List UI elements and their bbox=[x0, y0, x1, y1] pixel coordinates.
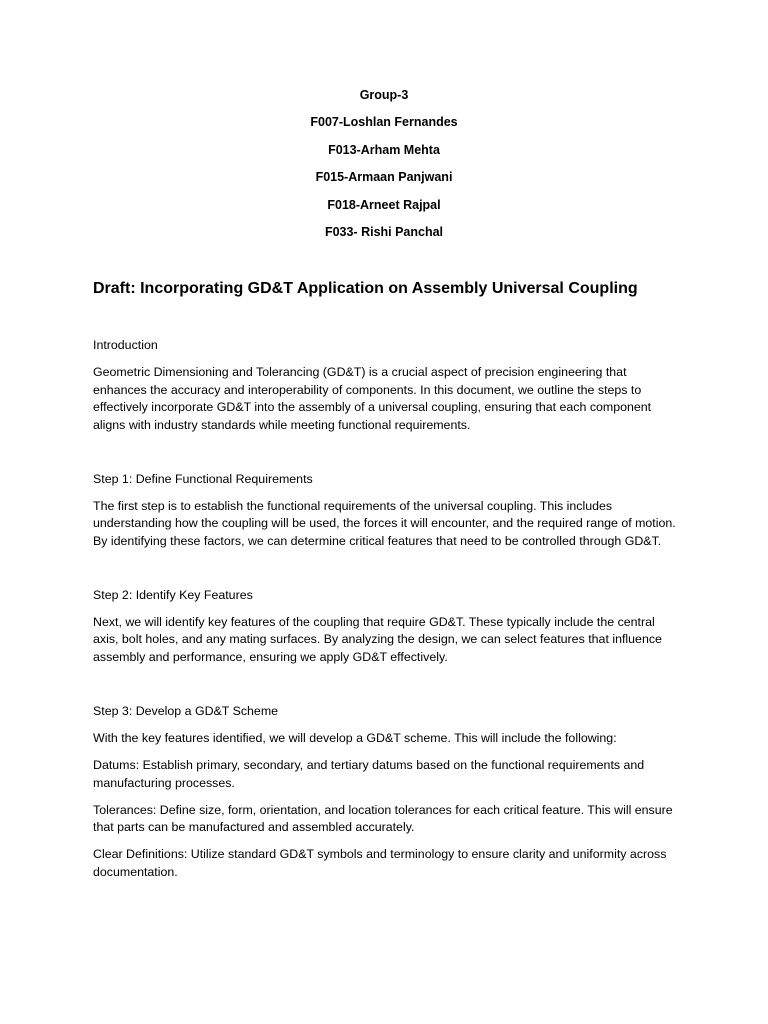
member-name: F033- Rishi Panchal bbox=[324, 224, 444, 239]
paragraph-introduction: Geometric Dimensioning and Tolerancing (GD&T) is a crucial aspect of precision engineering that enhances the accuracy and interoperability of components. In this document, we outline the steps to effectively incorporate GD&T into the assembly of a universal coupling, ensuring that each component aligns with industry standards while meeting functional requirements. bbox=[93, 364, 652, 432]
document-body bbox=[93, 337, 683, 891]
paragraph-datums: Datums: Establish primary, secondary, and tertiary datums based on the functional requirements and manufacturing processes. bbox=[93, 758, 645, 790]
paragraph-step-1: The first step is to establish the functional requirements of the universal coupling. This includes understanding how the coupling will be used, the forces it will encounter, and the required range of motion. By identifying these factors, we can determine critical features that need to be controlled through GD&T. bbox=[93, 498, 676, 548]
section-heading-step-2: Step 2: Identify Key Features bbox=[93, 587, 253, 602]
paragraph-clear-definitions: Clear Definitions: Utilize standard GD&T symbols and terminology to ensure clarity and uniformity across documentation. bbox=[93, 847, 667, 879]
group-header bbox=[0, 86, 768, 250]
paragraph-step-2: Next, we will identify key features of the coupling that require GD&T. These typically include the central axis, bolt holes, and any mating surfaces. By analyzing the design, we can select features that influence assembly and performance, ensuring we apply GD&T effectively. bbox=[93, 614, 662, 665]
document-title: Draft: Incorporating GD&T Application on Assembly Universal Coupling bbox=[93, 280, 638, 297]
section-heading-step-1: Step 1: Define Functional Requirements bbox=[93, 471, 313, 486]
member-name: F018-Arneet Rajpal bbox=[327, 197, 441, 212]
member-name: F013-Arham Mehta bbox=[328, 142, 440, 157]
paragraph-tolerances: Tolerances: Define size, form, orientation, and location tolerances for each critical feature. This will ensure that parts can be manufactured and assembled accurately. bbox=[93, 802, 673, 835]
group-label: Group-3 bbox=[359, 88, 409, 102]
section-heading-introduction: Introduction bbox=[93, 338, 158, 352]
section-heading-step-3: Step 3: Develop a GD&T Scheme bbox=[93, 704, 279, 719]
member-name: F015-Armaan Panjwani bbox=[315, 170, 453, 185]
member-name: F007-Loshlan Fernandes bbox=[310, 115, 458, 130]
paragraph-step-3: With the key features identified, we will develop a GD&T scheme. This will include the following: bbox=[93, 731, 617, 746]
